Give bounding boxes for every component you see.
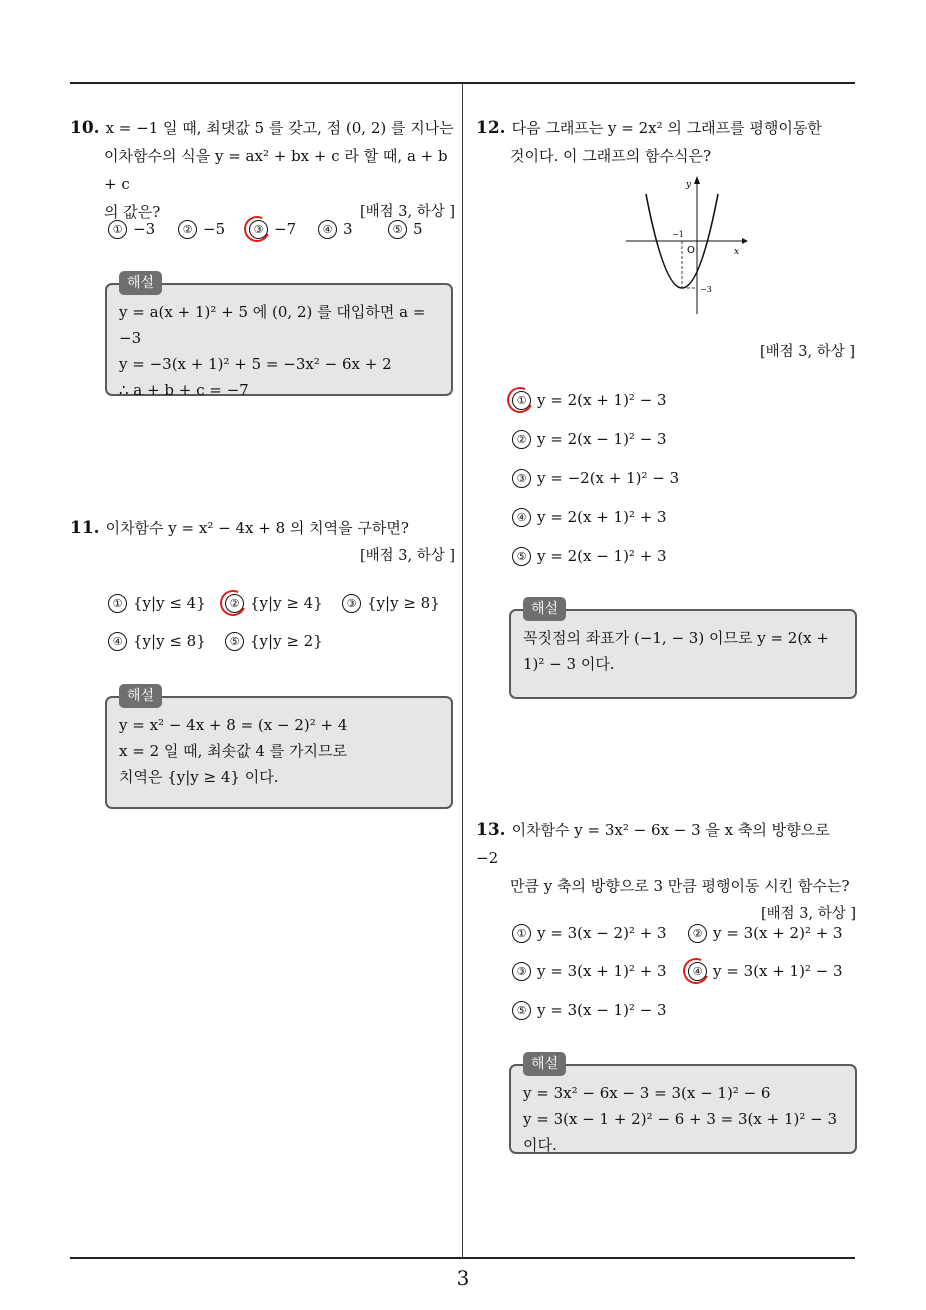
problem-text-line: 다음 그래프는 y = 2x² 의 그래프를 평행이동한 (511, 119, 822, 137)
choice-text: y = 2(x + 1)² + 3 (537, 508, 667, 526)
choice-text: −5 (203, 220, 226, 238)
choice-3[interactable] (512, 469, 679, 488)
choice-text: {y|y ≥ 4} (250, 594, 323, 612)
choice-number: ⑤ (388, 220, 407, 239)
choice-text: y = 2(x − 1)² + 3 (537, 547, 667, 565)
y-axis-arrow (694, 176, 700, 184)
bottom-rule (70, 1257, 855, 1259)
problem-number: 12. (476, 118, 506, 138)
solution-line: y = x² − 4x + 8 = (x − 2)² + 4 (119, 716, 348, 734)
problem-10 (70, 114, 455, 226)
solution-tag: 해설 (119, 684, 162, 708)
problem-text-line: 것이다. 이 그래프의 함수식은? (510, 147, 711, 165)
choice-1[interactable] (108, 594, 206, 613)
choice-2[interactable] (512, 430, 667, 449)
solution-line: 1)² − 3 이다. (523, 655, 615, 673)
grade-label: [배점 3, 하상 ] (359, 204, 455, 220)
choice-1[interactable] (512, 391, 667, 410)
column-divider (462, 84, 463, 1257)
choice-text: y = 2(x − 1)² − 3 (537, 430, 667, 448)
choice-4[interactable] (108, 632, 206, 651)
solution-tag: 해설 (523, 1052, 566, 1076)
problem-number: 10. (70, 118, 100, 138)
grade-label: [배점 3, 하상 ] (759, 344, 855, 360)
choice-3[interactable] (342, 594, 440, 613)
problem-number: 11. (70, 518, 100, 538)
solution-line: y = 3x² − 6x − 3 = 3(x − 1)² − 6 (523, 1084, 771, 1102)
choice-1[interactable] (108, 220, 155, 239)
answer-mark (679, 954, 712, 987)
problem-text-line: x = −1 일 때, 최댓값 5 를 갖고, 점 (0, 2) 를 지나는 (105, 119, 454, 137)
choice-number: ④ (512, 508, 531, 527)
grade-label: [배점 3, 하상 ] (760, 906, 856, 922)
choice-text: −7 (274, 220, 297, 238)
choice-text: {y|y ≤ 8} (133, 632, 206, 650)
problem-text-line: 만큼 y 축의 방향으로 3 만큼 평행이동 시킨 함수는? (510, 877, 850, 895)
choice-2[interactable] (688, 924, 843, 943)
choice-number: ④ (688, 962, 707, 981)
problem-text-line: 이차함수의 식을 y = ax² + bx + c 라 할 때, a + b + c (104, 147, 448, 193)
choice-3[interactable] (512, 962, 667, 981)
solution-line: ∴ a + b + c = −7 (119, 381, 249, 399)
choice-number: ③ (512, 469, 531, 488)
solution-line: y = 3(x − 1 + 2)² − 6 + 3 = 3(x + 1)² − 3 이다. (523, 1110, 838, 1154)
grade-label: [배점 3, 하상 ] (359, 548, 455, 564)
problem-text-line: 이차함수 y = 3x² − 6x − 3 을 x 축의 방향으로 −2 (476, 821, 830, 867)
solution-line: 치역은 {y|y ≥ 4} 이다. (119, 768, 279, 786)
x-tick-label: −1 (672, 230, 684, 239)
problem-12 (476, 114, 856, 170)
choice-number: ⑤ (512, 547, 531, 566)
choice-number: ③ (512, 962, 531, 981)
choice-number: ② (512, 430, 531, 449)
choice-number: ② (688, 924, 707, 943)
choice-number: ③ (249, 220, 268, 239)
choice-5[interactable] (512, 1001, 667, 1020)
solution-box (509, 1064, 857, 1154)
choice-number: ① (108, 594, 127, 613)
choice-text: y = −2(x + 1)² − 3 (537, 469, 680, 487)
choice-text: −3 (133, 220, 156, 238)
y-tick-label: −3 (700, 285, 712, 294)
choice-text: {y|y ≥ 8} (367, 594, 440, 612)
y-axis-label: y (686, 180, 692, 190)
problem-text-line: 의 값은? (104, 203, 161, 221)
problem-number: 13. (476, 820, 506, 840)
parabola-graph (622, 176, 748, 316)
choice-number: ③ (342, 594, 361, 613)
choice-number: ④ (318, 220, 337, 239)
choice-number: ① (512, 924, 531, 943)
solution-box (105, 283, 453, 399)
choice-5[interactable] (388, 220, 423, 239)
choice-text: {y|y ≥ 2} (250, 632, 323, 650)
choice-4[interactable] (512, 508, 667, 527)
choice-number: ① (512, 391, 531, 410)
choice-number: ② (178, 220, 197, 239)
solution-line: y = a(x + 1)² + 5 에 (0, 2) 를 대입하면 a = −3 (119, 303, 426, 347)
choice-text: 3 (343, 220, 353, 238)
solution-line: y = −3(x + 1)² + 5 = −3x² − 6x + 2 (119, 355, 392, 373)
choice-text: y = 3(x − 1)² − 3 (537, 1001, 667, 1019)
choice-number: ② (225, 594, 244, 613)
choice-1[interactable] (512, 924, 667, 943)
choice-5[interactable] (512, 547, 667, 566)
choice-text: y = 3(x + 1)² + 3 (537, 962, 667, 980)
choice-number: ⑤ (225, 632, 244, 651)
x-axis-label: x (734, 247, 740, 257)
choice-number: ① (108, 220, 127, 239)
answer-mark (216, 586, 249, 619)
solution-tag: 해설 (523, 597, 566, 621)
solution-box (105, 696, 453, 809)
problem-11 (70, 514, 455, 570)
problem-13 (476, 816, 856, 928)
choice-4[interactable] (318, 220, 353, 239)
choice-text: y = 3(x − 2)² + 3 (537, 924, 667, 942)
solution-box (509, 609, 857, 699)
solution-line: x = 2 일 때, 최솟값 4 를 가지므로 (119, 742, 347, 760)
choice-text: y = 3(x + 2)² + 3 (713, 924, 843, 942)
problem-text-line: 이차함수 y = x² − 4x + 8 의 치역을 구하면? (105, 519, 409, 537)
answer-mark (503, 383, 536, 416)
solution-line: 꼭짓점의 좌표가 (−1, − 3) 이므로 y = 2(x + (523, 629, 829, 647)
choice-5[interactable] (225, 632, 323, 651)
choice-text: y = 3(x + 1)² − 3 (713, 962, 843, 980)
choice-number: ⑤ (512, 1001, 531, 1020)
choice-text: {y|y ≤ 4} (133, 594, 206, 612)
x-axis-arrow (742, 238, 748, 244)
solution-tag: 해설 (119, 271, 162, 295)
origin-label: O (687, 245, 695, 256)
choice-2[interactable] (178, 220, 225, 239)
page-number: 3 (456, 1266, 470, 1290)
choice-text: 5 (413, 220, 423, 238)
choice-number: ④ (108, 632, 127, 651)
choice-4[interactable] (688, 962, 843, 981)
choice-text: y = 2(x + 1)² − 3 (537, 391, 667, 409)
